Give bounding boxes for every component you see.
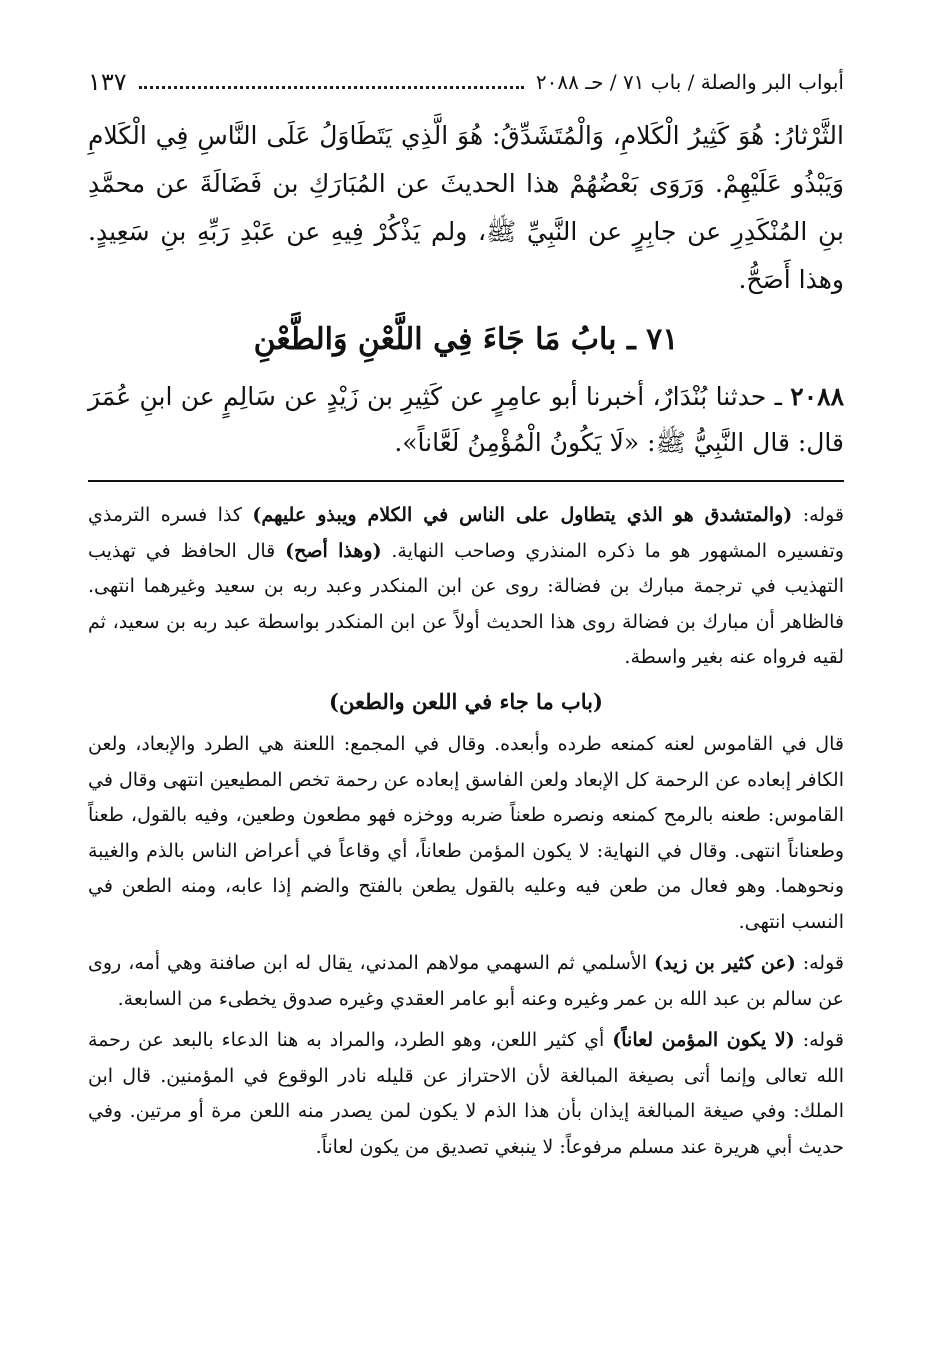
commentary-text: أي كثير اللعن، وهو الطرد، والمراد به هنا الدعاء بالبعد عن رحمة الله تعالى وإنما أتى بصيغة المبالغة لأن الاحتراز عن قليله نادر الوقوع في المؤمنين. قال ابن الملك: وفي صيغة المبالغة إيذان بأن هذا الذم لا يكون لمن يصدر منه اللعن مرة أو مرتين. وفي حديث أبي هريرة عند مسلم مرفوعاً: لا ينبغي تصديق من يكون لعاناً. xyxy=(88,1029,844,1158)
commentary-quote: (عن كثير بن زيد) xyxy=(653,952,796,974)
commentary-quote: (والمتشدق هو الذي يتطاول على الناس في الكلام ويبذو عليهم) xyxy=(252,504,793,526)
main-text xyxy=(88,112,844,304)
hadith-paragraph xyxy=(88,374,844,466)
commentary-text: الأسلمي ثم السهمي مولاهم المدني، يقال له ابن صافنة وهي أمه، روى عن سالم بن عبد الله بن عمر وغيره وعنه أبو عامر العقدي وغيره صدوق يخطىء من السابعة. xyxy=(88,952,844,1010)
commentary-prefix: قوله: xyxy=(794,1029,844,1051)
commentary-subtitle: (باب ما جاء في اللعن والطعن) xyxy=(329,688,603,714)
hadith-block xyxy=(88,374,844,466)
commentary-section xyxy=(88,498,844,1165)
matn-paragraph: الثَّرْثارُ: هُوَ كَثِيرُ الْكَلامِ، وَالْمُتَشَدِّقُ: هُوَ الَّذِي يَتَطَاوَلُ عَلَى النَّاسِ فِي الْكَلامِ وَيَبْذُو عَلَيْهِمْ. وَرَوَى بَعْضُهُمْ هذا الحديثَ عن المُبَارَكِ بن فَضَالَةَ عن محمَّدِ بنِ المُنْكَدِرِ عن جابِرٍ عن النَّبِيِّ ﷺ، ولم يَذْكُرْ فِيهِ عن عَبْدِ رَبِّهِ بنِ سَعِيدٍ. وهذا أَصَحُّ. xyxy=(88,121,844,294)
commentary-quote: (لا يكون المؤمن لعاناً) xyxy=(612,1029,795,1051)
commentary-paragraph-2: قال في القاموس لعنه كمنعه طرده وأبعده. وقال في المجمع: اللعنة هي الطرد والإبعاد، ولعن الكافر إبعاده عن الرحمة كل الإبعاد ولعن الفاسق إبعاده عن رحمة تخص المطيعين انتهى وقال في القاموس: طعنه بالرمح كمنعه ونصره طعناً ضربه ووخزه فهو مطعون وطعين، وفيه بالقول، طعناً وطعناناً انتهى. وقال في النهاية: لا يكون المؤمن طعاناً، أي وقاعاً في أعراض الناس بالذم والغيبة ونحوهما. وهو فعال من طعن فيه وعليه بالقول يطعن بالفتح والضم إذا عابه، ومنه الطعن في النسب انتهى. xyxy=(88,733,844,933)
book-page xyxy=(88,62,844,1332)
chapter-title: ٧١ ـ بابُ مَا جَاءَ فِي اللَّعْنِ وَالطَّعْنِ xyxy=(253,322,679,357)
commentary-quote: (وهذا أصح) xyxy=(285,539,382,562)
dotted-leader xyxy=(139,86,524,89)
commentary-prefix: قوله: xyxy=(795,952,844,974)
page-number: ١٣٧ xyxy=(88,68,127,96)
commentary-paragraph-1 xyxy=(88,498,844,676)
commentary-paragraph-4 xyxy=(88,1023,844,1165)
hadith-text: ـ حدثنا بُنْدَارٌ، أخبرنا أبو عامِرٍ عن كَثِيرِ بن زَيْدٍ عن سَالِمٍ عن ابنِ عُمَرَ قال: قال النَّبِيُّ ﷺ: «لَا يَكُونُ الْمُؤْمِنُ لَعَّاناً». xyxy=(88,382,844,457)
hadith-number: ٢٠٨٨ xyxy=(790,382,844,411)
commentary-text: كذا فسره الترمذي وتفسيره المشهور هو ما ذكره المنذري وصاحب النهاية. xyxy=(88,504,844,562)
commentary-text: قال الحافظ في تهذيب التهذيب في ترجمة مبارك بن فضالة: روى عن ابن المنكدر وعبد ربه بن سعيد وغيرهما انتهى. فالظاهر أن مبارك بن فضالة روى هذا الحديث أولاً عن ابن المنكدر بواسطة عبد ربه بن سعيد، ثم لقيه فرواه عنه بغير واسطة. xyxy=(88,539,844,668)
page-header xyxy=(88,62,844,102)
footnote-divider xyxy=(88,480,844,482)
commentary-prefix: قوله: xyxy=(792,504,844,526)
running-title: أبواب البر والصلة / باب ٧١ / حـ ٢٠٨٨ xyxy=(535,70,844,94)
commentary-paragraph-3 xyxy=(88,946,844,1017)
